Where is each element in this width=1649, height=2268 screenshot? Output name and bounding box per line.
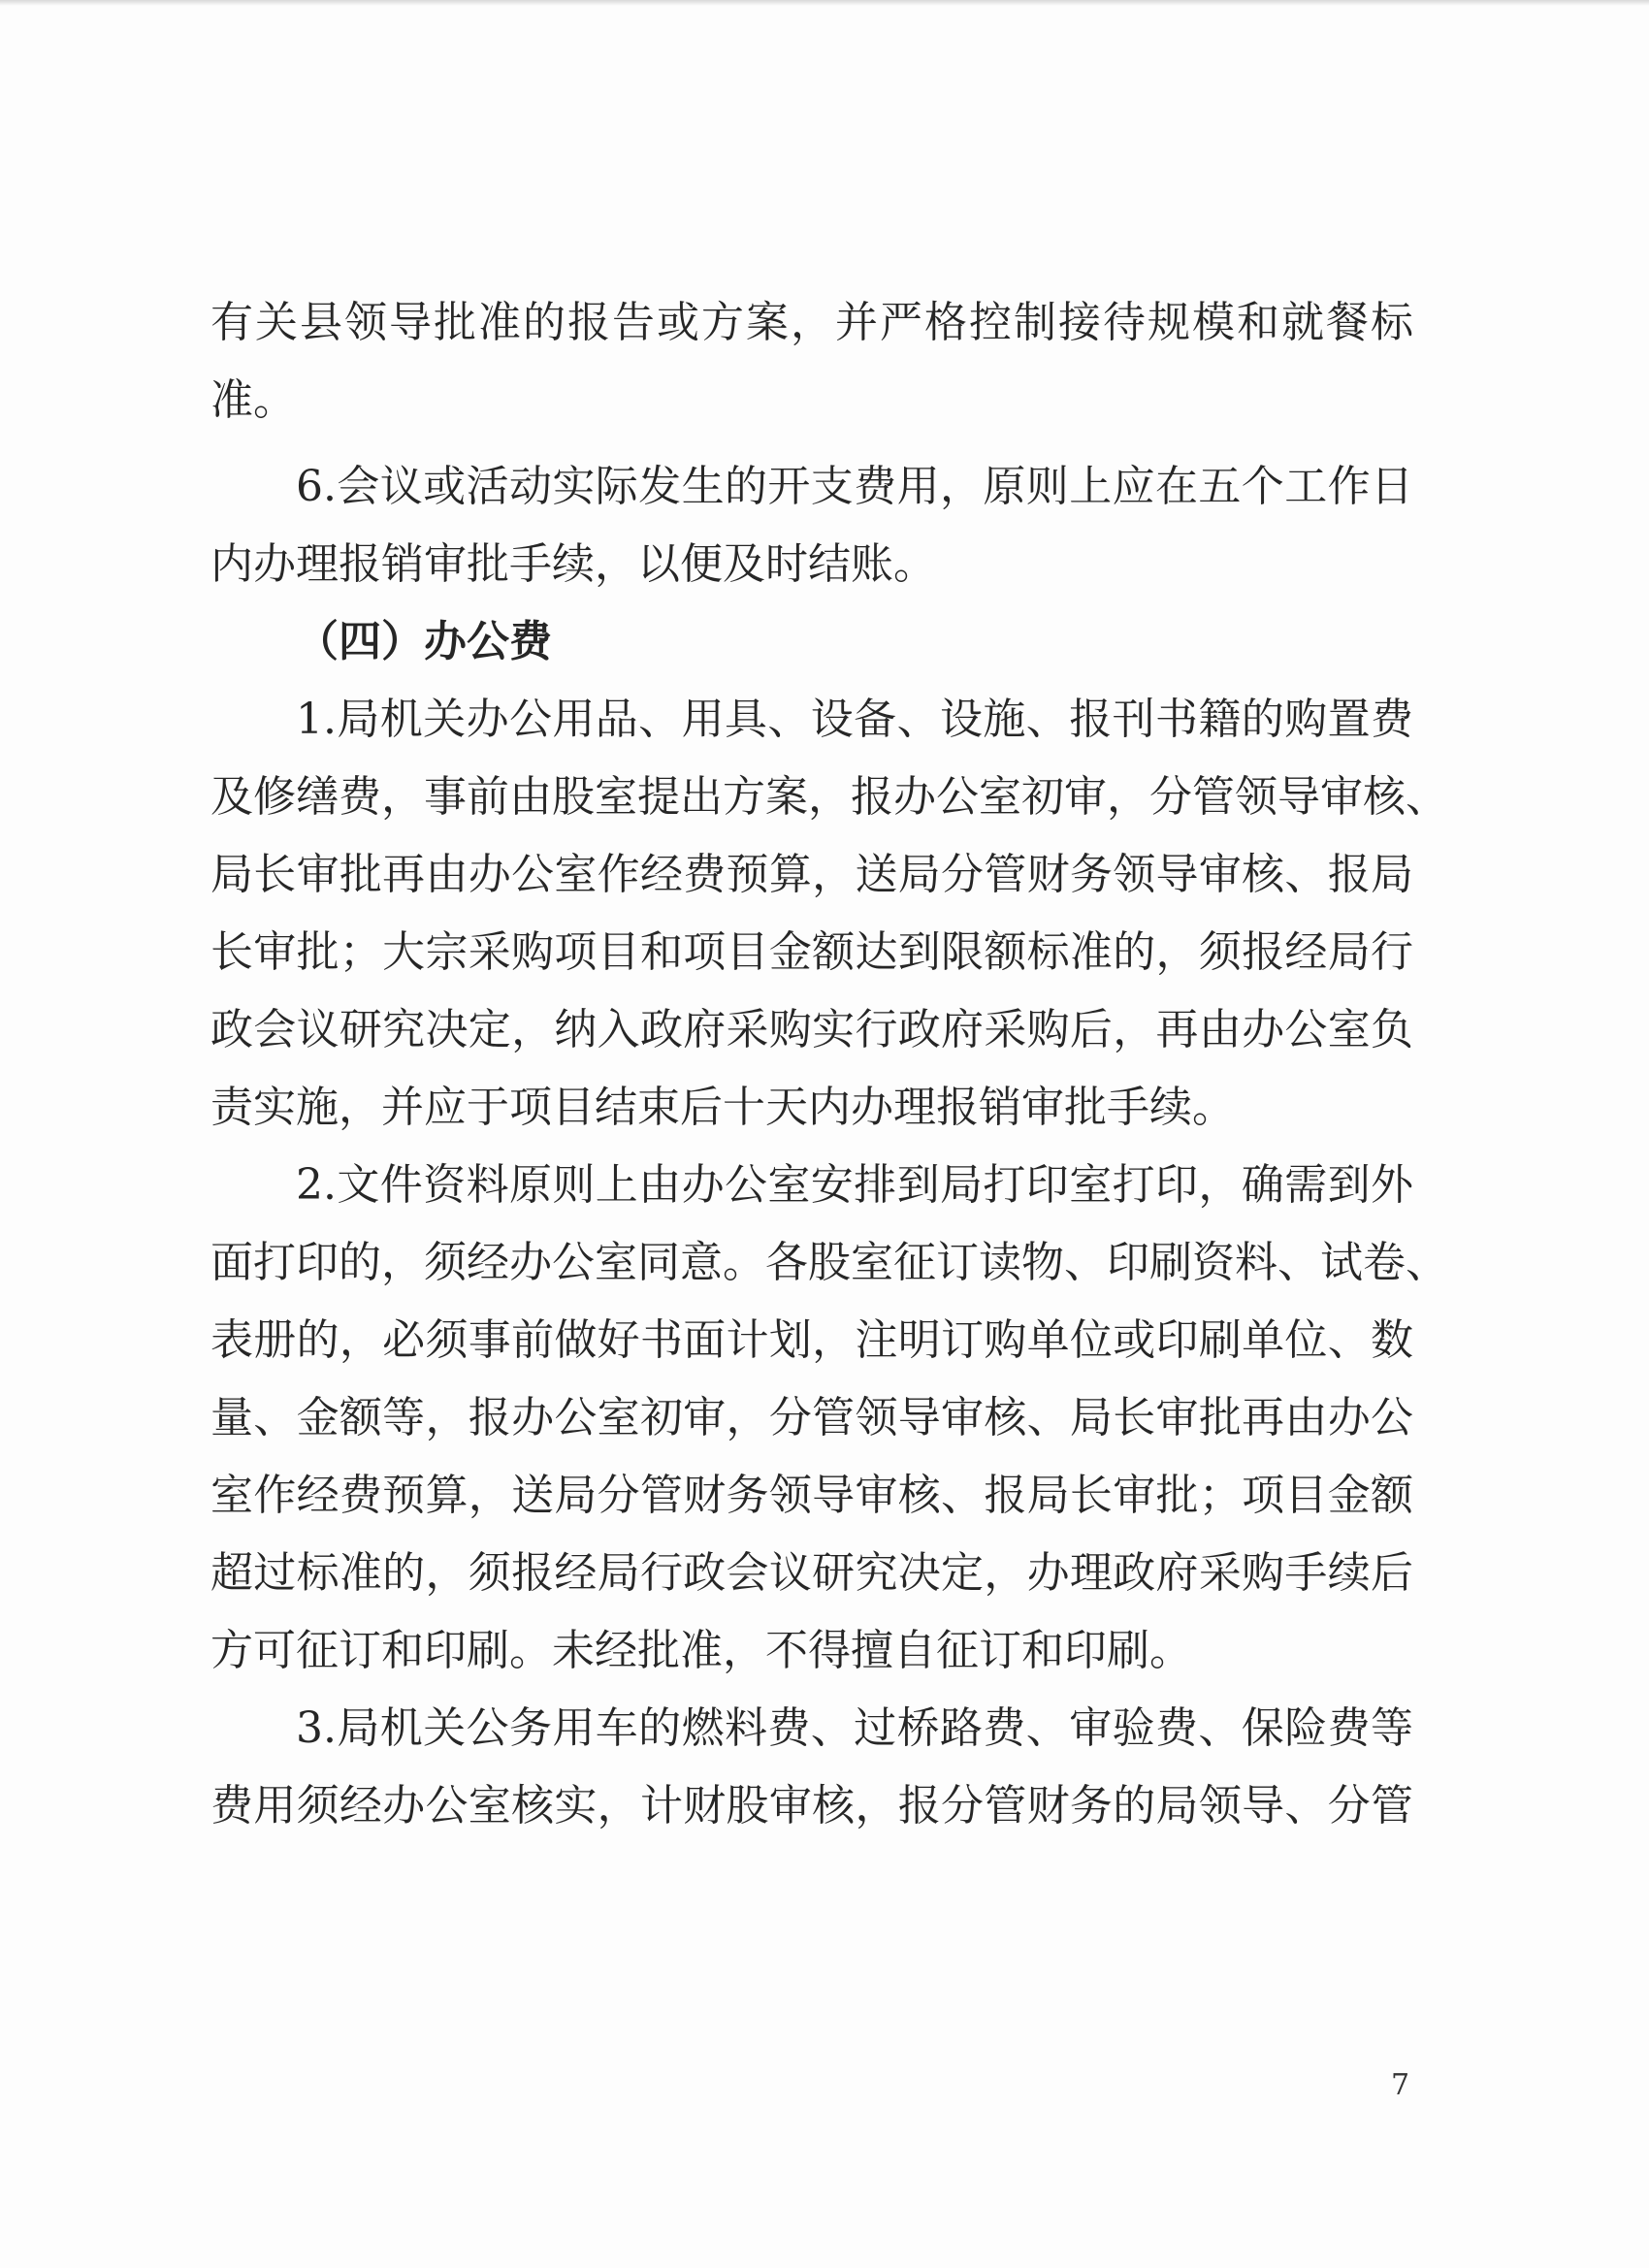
text-line: 量、金额等，报办公室初审，分管领导审核、局长审批再由办公: [210, 1393, 1413, 1442]
text-line: 准。: [210, 375, 296, 425]
paragraph-start-line: 6.会议或活动实际发生的开支费用，原则上应在五个工作日: [296, 462, 1413, 511]
text-line: 责实施，并应于项目结束后十天内办理报销审批手续。: [210, 1083, 1235, 1132]
text-line: 内办理报销审批手续，以便及时结账。: [210, 539, 936, 589]
text-line: 政会议研究决定，纳入政府采购实行政府采购后，再由办公室负: [210, 1005, 1413, 1054]
paragraph-start-line: 1.局机关办公用品、用具、设备、设施、报刊书籍的购置费: [296, 695, 1413, 744]
text-line: 长审批；大宗采购项目和项目金额达到限额标准的，须报经局行: [210, 927, 1413, 977]
text-line: 表册的，必须事前做好书面计划，注明订购单位或印刷单位、数: [210, 1315, 1413, 1365]
document-body: [210, 284, 1448, 1845]
text-line: 局长审批再由办公室作经费预算，送局分管财务领导审核、报局: [210, 850, 1413, 899]
text-line: 有关县领导批准的报告或方案，并严格控制接待规模和就餐标: [210, 298, 1413, 347]
paragraph-start-line: 2.文件资料原则上由办公室安排到局打印室打印，确需到外: [296, 1160, 1413, 1210]
text-line: 及修缮费，事前由股室提出方案，报办公室初审，分管领导审核、: [210, 772, 1448, 822]
text-line: 超过标准的，须报经局行政会议研究决定，办理政府采购手续后: [210, 1548, 1413, 1598]
text-line: 方可征订和印刷。未经批准，不得擅自征订和印刷。: [210, 1626, 1192, 1675]
paragraph-start-line: 3.局机关公务用车的燃料费、过桥路费、审验费、保险费等: [296, 1703, 1413, 1753]
text-line: 室作经费预算，送局分管财务领导审核、报局长审批；项目金额: [210, 1471, 1413, 1520]
section-heading: （四）办公费: [296, 617, 552, 666]
text-line: 费用须经办公室核实，计财股审核，报分管财务的局领导、分管: [210, 1781, 1413, 1831]
text-line: 面打印的，须经办公室同意。各股室征订读物、印刷资料、试卷、: [210, 1238, 1448, 1287]
page-number: 7: [1391, 2068, 1410, 2102]
